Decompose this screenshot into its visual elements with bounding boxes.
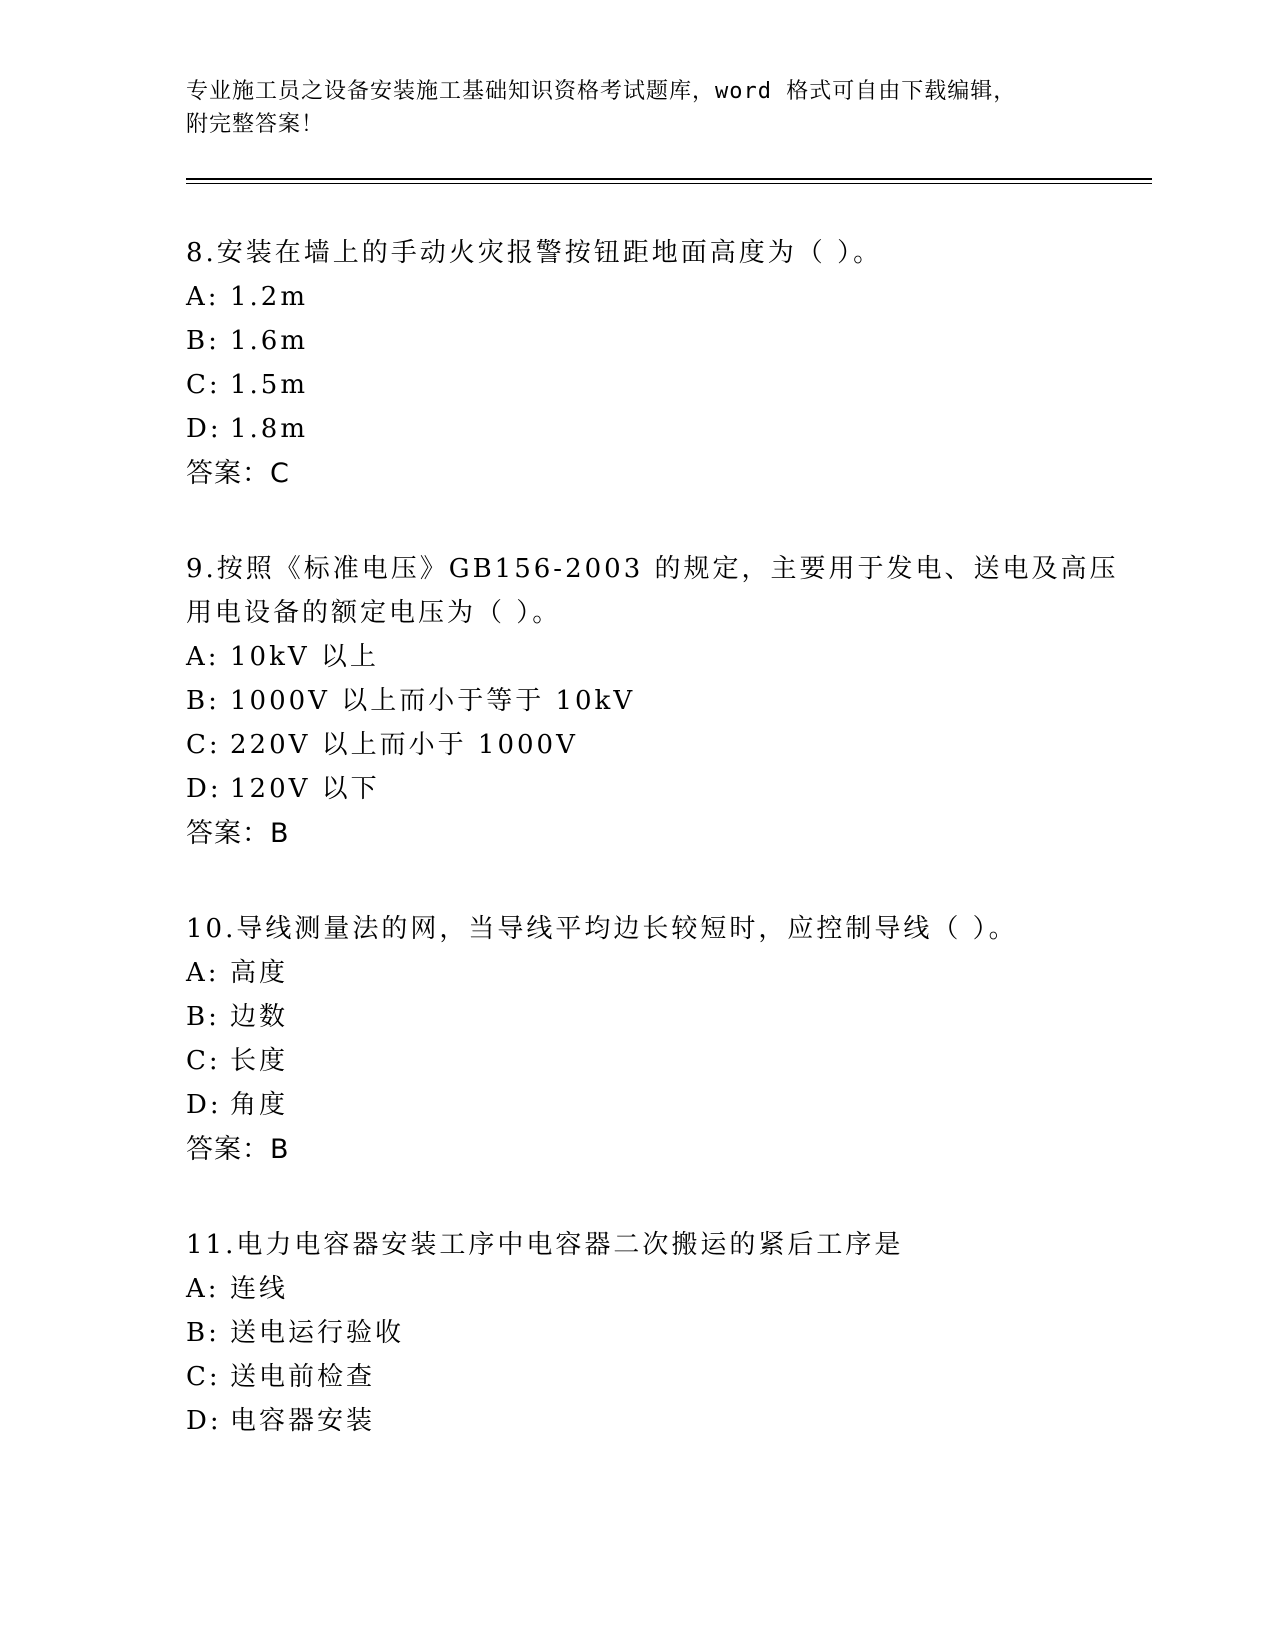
- question-block: [186, 231, 1126, 497]
- option-label: A:: [186, 1274, 220, 1304]
- option-text: 1.8m: [230, 414, 309, 444]
- option-label: D:: [186, 414, 222, 444]
- question-block: [186, 907, 1126, 1173]
- option-label: A:: [186, 958, 220, 988]
- answer-option: [186, 275, 1126, 319]
- question-stem: 8.安装在墙上的手动火灾报警按钮距地面高度为（ ）。: [186, 238, 883, 268]
- option-text: 角度: [230, 1090, 289, 1120]
- answer-option: [186, 319, 1126, 363]
- option-label: D:: [186, 1406, 222, 1436]
- question-list: [186, 231, 1126, 1493]
- option-text: 1.6m: [230, 326, 309, 356]
- option-label: B:: [186, 1318, 220, 1348]
- header-divider: [186, 178, 1152, 180]
- option-text: 长度: [230, 1046, 289, 1076]
- option-text: 1000V 以上而小于等于 10kV: [230, 686, 636, 716]
- option-label: D:: [186, 774, 222, 804]
- option-label: C:: [186, 1362, 221, 1392]
- option-label: C:: [186, 730, 221, 760]
- answer-key: 答案：B: [186, 818, 290, 849]
- answer-option: [186, 1355, 1126, 1399]
- answer-option: [186, 679, 1126, 723]
- option-text: 1.5m: [230, 370, 309, 400]
- answer-option: [186, 995, 1126, 1039]
- question-stem: 9.按照《标准电压》GB156-2003 的规定，主要用于发电、送电及高压: [186, 554, 1119, 584]
- option-label: B:: [186, 1002, 220, 1032]
- answer-key: 答案：B: [186, 1134, 290, 1165]
- option-label: B:: [186, 686, 220, 716]
- option-text: 120V 以下: [230, 774, 380, 804]
- question-stem: 用电设备的额定电压为（ ）。: [186, 598, 562, 628]
- option-label: C:: [186, 370, 221, 400]
- answer-option: [186, 1311, 1126, 1355]
- header-line-1: 专业施工员之设备安装施工基础知识资格考试题库，word 格式可自由下载编辑，: [186, 79, 1017, 104]
- option-label: C:: [186, 1046, 221, 1076]
- answer-option: [186, 635, 1126, 679]
- answer-key: 答案：C: [186, 458, 290, 489]
- option-label: A:: [186, 282, 220, 312]
- option-text: 边数: [230, 1002, 289, 1032]
- question-block: [186, 547, 1126, 857]
- answer-option: [186, 767, 1126, 811]
- option-label: A:: [186, 642, 220, 672]
- option-text: 送电前检查: [230, 1362, 376, 1392]
- option-text: 10kV 以上: [230, 642, 379, 672]
- option-text: 220V 以上而小于 1000V: [230, 730, 578, 760]
- question-block: [186, 1223, 1126, 1443]
- answer-option: [186, 407, 1126, 451]
- answer-option: [186, 1039, 1126, 1083]
- answer-option: [186, 1267, 1126, 1311]
- question-stem: 11.电力电容器安装工序中电容器二次搬运的紧后工序是: [186, 1230, 904, 1260]
- option-text: 送电运行验收: [230, 1318, 405, 1348]
- document-header: [186, 75, 1086, 141]
- answer-option: [186, 363, 1126, 407]
- option-text: 电容器安装: [230, 1406, 376, 1436]
- header-divider-thin: [186, 183, 1152, 184]
- answer-option: [186, 1399, 1126, 1443]
- answer-option: [186, 951, 1126, 995]
- answer-option: [186, 723, 1126, 767]
- option-text: 1.2m: [230, 282, 309, 312]
- question-stem: 10.导线测量法的网，当导线平均边长较短时，应控制导线（ ）。: [186, 914, 1018, 944]
- answer-option: [186, 1083, 1126, 1127]
- option-text: 高度: [230, 958, 289, 988]
- option-label: D:: [186, 1090, 222, 1120]
- option-text: 连线: [230, 1274, 289, 1304]
- option-label: B:: [186, 326, 220, 356]
- header-line-2: 附完整答案！: [186, 112, 325, 137]
